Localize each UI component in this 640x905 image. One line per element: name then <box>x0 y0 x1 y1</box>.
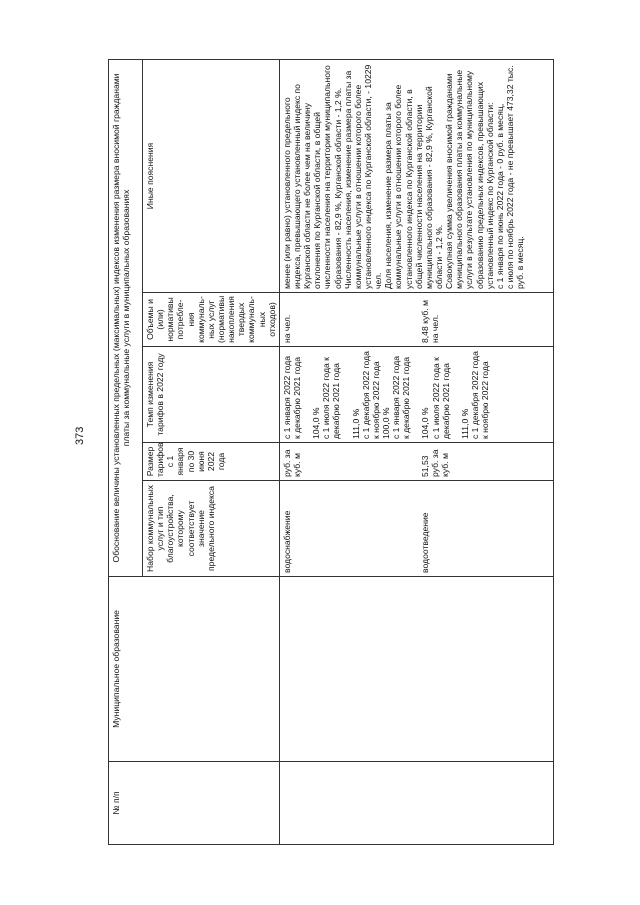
header-municipality: Муниципальное образование <box>109 577 280 762</box>
header-notes: Иные пояснения <box>143 60 280 293</box>
growth-line: с 1 июля 2022 года к декабрю 2021 года <box>430 357 451 439</box>
rotated-table-wrapper <box>108 60 540 845</box>
cell-municipality <box>279 577 553 762</box>
growth-line: с 1 декабря 2022 года к ноябрю 2022 года <box>360 351 381 439</box>
header-number: № п/п <box>109 762 280 845</box>
growth-line: 104,0 % <box>311 407 322 439</box>
header-tariff: Размер тарифов с 1 января по 30 июня 2022 года <box>143 443 280 481</box>
volume-water-supply: на чел. <box>281 314 292 343</box>
tariff-drainage: 51,53 руб. за куб. м <box>420 449 451 477</box>
growth-line: 111,0 % <box>350 408 361 439</box>
note-line: с 1 января по июнь 2022 года - 0 руб. в месяц, <box>494 103 505 289</box>
service-water-supply: водоснабжение <box>281 510 292 573</box>
note-line: Численность населения, изменение размера платы за коммунальные услуги в отношении которого более установленного индекса по Курганской области, - 10229 чел. <box>342 64 384 289</box>
cell-volume <box>279 293 553 347</box>
note-line: менее (или равно) установленного предельного индекса, превышающего установленный индекс по Курганской области не более чем на величину отклонения по Курганской области, в общей численности населения на территории муниципального образования - 82,9 %, Курганской области - 1,2 %. <box>281 65 343 289</box>
volume-drainage: 8,48 куб. м на чел. <box>419 300 441 343</box>
growth-line: 100,0 % <box>380 407 391 439</box>
growth-line: 104,0 % <box>420 407 431 439</box>
header-growth: Темп изменения тарифов в 2022 году <box>143 347 280 443</box>
cell-notes <box>279 60 553 293</box>
growth-line: с 1 июля 2022 года к декабрю 2021 года <box>321 357 342 439</box>
growth-line: 111,0 % <box>459 408 470 439</box>
cell-tariff <box>279 443 553 481</box>
header-group: Обоснование величины установленных предельных (максимальных) индексов изменения размера вносимой гражданами платы за коммунальные услуги в муниципальных образованиях <box>109 60 143 577</box>
tariff-water-supply: руб. за куб. м <box>281 449 302 477</box>
tariff-justification-table <box>108 59 554 845</box>
header-volume: Объемы и (или) нормативы потребле-ния коммуналь-ных услуг (нормативы накопления твердых коммуналь-ных отходов) <box>143 293 280 347</box>
cell-service <box>279 481 553 577</box>
service-drainage: водоотведение <box>419 512 430 573</box>
growth-line: с 1 января 2022 года к декабрю 2021 года <box>391 355 412 439</box>
growth-line: с 1 декабря 2022 года к ноябрю 2022 года <box>469 351 491 439</box>
note-line: Доля населения, изменение размера платы за коммунальные услуги в отношении которого более установленного индекса по Курганской области, в общей численности населения на территории муниципального образования - 82,9 %, Курганской области - 1,2 %. <box>383 84 444 289</box>
note-line: с июля по ноябрь 2022 года - не превышает 473,32 тыс. руб. в месяц. <box>504 65 526 289</box>
cell-number <box>279 762 553 845</box>
note-line: Совокупная сумма увеличения вносимой гражданами муниципального образования платы за коммунальные услуги в результате установления по муниципальному образованию предельных индексов, превышающих установленный индекс по Курганской области: <box>444 69 495 289</box>
cell-growth <box>279 347 553 443</box>
growth-line: с 1 января 2022 года к декабрю 2021 года <box>281 355 302 439</box>
page-number: 373 <box>74 426 86 445</box>
header-service: Набор коммунальных услуг и тип благоустройства, которому соответствует значение предельного индекса <box>143 481 280 577</box>
